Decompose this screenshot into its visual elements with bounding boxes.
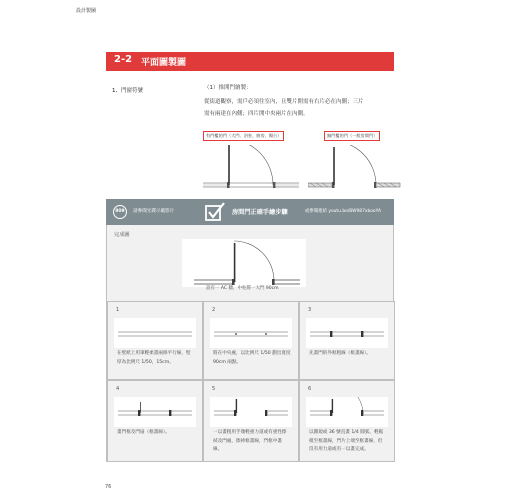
door-note-no-threshold: 無門檻的門（一般房間門） <box>324 131 380 141</box>
step-number: 2 <box>212 307 216 313</box>
door-diagram-no-threshold <box>308 145 408 195</box>
step-number: 6 <box>308 386 312 392</box>
section-banner <box>106 52 394 71</box>
step-4-drawing <box>114 397 196 427</box>
section-number: 2-2 <box>114 54 133 65</box>
section-title: 平面圖製圖 <box>141 58 187 68</box>
intro-paragraph-line-2: 需有兩達在內側；四片開中央兩片在內側。 <box>204 111 309 117</box>
video-link-text[interactable]: 或參閱連結 youtu.be/BW987xbooYA <box>305 209 381 214</box>
step-5-drawing <box>210 397 292 427</box>
step-6-drawing <box>306 397 388 427</box>
step-number: 5 <box>212 386 216 392</box>
step-caption: 在壁紙上用筆輕柔畫兩條平行線，壁厚為比例尺 1/50，15cm。 <box>117 351 191 365</box>
step-caption: 畫門框及門扇（框畫線）。 <box>117 430 170 435</box>
step-number: 3 <box>308 307 312 313</box>
video-band <box>106 199 394 225</box>
steps-panel <box>106 225 394 462</box>
finished-label: 完成圖 <box>114 232 130 238</box>
step-number: 1 <box>116 307 120 313</box>
subsection-heading: 1、門窗符號 <box>112 88 143 94</box>
finished-door-drawing <box>182 239 306 287</box>
step-caption: 一以畫粗用手幾輕重力道或有重性擦拭及門處，擦掉框畫線，門框中畫線。 <box>213 430 287 452</box>
step-caption: 以圓規或 36 號直畫 1/4 圓弧，輕鬆模至框畫線，門片上端至框畫線，但沒有用力道或有一以畫完成。 <box>309 430 384 452</box>
step-2-drawing <box>210 318 292 348</box>
running-header: 設計製圖 <box>76 8 97 14</box>
step-card <box>107 380 203 462</box>
step-caption: 先畫門的外框粗線（框畫線）。 <box>309 351 372 356</box>
step-card <box>299 380 395 462</box>
step-caption: 將在中央處，以比例尺 1/50 劃出寬度 90cm 兩點。 <box>213 351 291 365</box>
video-reference-text: 請參閱光碟示範影片 <box>133 209 175 214</box>
intro-item-label: （1）推開門繪製： <box>204 85 252 91</box>
step-3-drawing <box>306 318 388 348</box>
page-number: 76 <box>105 484 112 490</box>
checkbox-icon <box>205 202 225 222</box>
door-diagram-with-threshold <box>203 145 303 195</box>
finished-caption: 設有一 AC 牆，中柱將一大門 90cm <box>206 286 279 291</box>
steps-title: 房間門正確手繪步驟 <box>232 209 288 216</box>
door-note-threshold: 有門檻的門（大門、浴室、廚房、陽台） <box>203 131 284 141</box>
disc-badge-icon: 809 <box>113 205 127 219</box>
intro-paragraph-line-1: 從街道觀察，需戶必須往室內，且雙片開需有右片必在內側；三片 <box>204 99 364 105</box>
step-card <box>299 301 395 380</box>
step-card <box>203 301 299 380</box>
step-card <box>107 301 203 380</box>
step-1-drawing <box>114 318 196 348</box>
step-number: 4 <box>116 386 120 392</box>
step-card <box>203 380 299 462</box>
